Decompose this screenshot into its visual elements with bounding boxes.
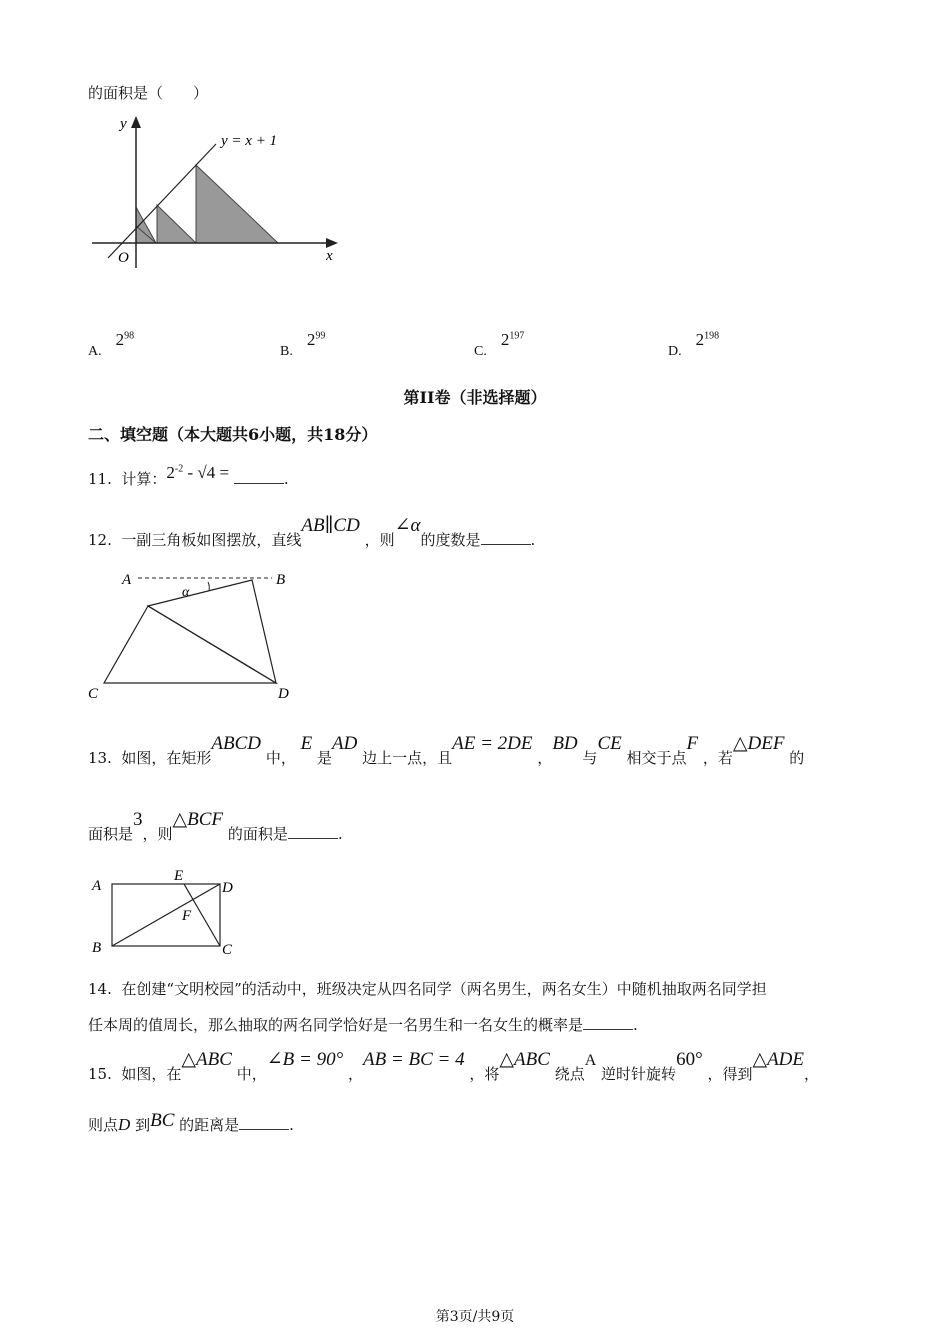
- volume-title: 第II卷（非选择题）: [403, 388, 547, 407]
- q11-answer-blank[interactable]: [234, 469, 284, 484]
- q15-line-2: 则点D 到BC 的距离是 .: [88, 1110, 294, 1134]
- q12-label-d: D: [278, 686, 289, 702]
- page-footer: 第3页/共9页: [435, 1309, 515, 1325]
- q13-line-1: 13. 如图，在矩形ABCD 中， E 是AD 边上一点，且AE = 2DE ，BD 与CE 相交于点F ，若△DEF 的: [88, 733, 805, 767]
- fill-section-title: 二、填空题（本大题共6小题，共18分）: [88, 425, 378, 444]
- q12: 12. 一副三角板如图摆放，直线AB∥CD ，则∠α的度数是 .: [88, 515, 536, 549]
- triangle-2: [104, 606, 276, 683]
- q12-answer-blank[interactable]: [481, 530, 531, 545]
- q14-line-2: 任本周的值周长，那么抽取的两名同学恰好是一名男生和一名女生的概率是 .: [88, 1016, 638, 1034]
- q10-tail-text: 的面积是（ ）: [88, 84, 209, 102]
- q12-label-c: C: [88, 686, 99, 702]
- triangle-1: [148, 580, 276, 683]
- q12-label-a: A: [122, 572, 132, 588]
- q13-label-f: F: [182, 908, 192, 924]
- q13-answer-blank[interactable]: [288, 824, 338, 839]
- graph-y-label: y: [120, 116, 127, 132]
- q12-figure: [86, 566, 306, 706]
- y-axis-arrow-icon: [131, 116, 141, 128]
- graph-x-label: x: [326, 248, 333, 264]
- q10-option-b[interactable]: $B.2^{99}$: [280, 330, 326, 359]
- q12-label-b: B: [276, 572, 286, 588]
- q11: 11. 计算：$2^{-2} - √4$ = .: [88, 463, 289, 488]
- x-axis-arrow-icon: [326, 238, 338, 248]
- q13-label-e: E: [174, 868, 184, 884]
- q14-answer-blank[interactable]: [583, 1015, 633, 1030]
- q10-graph: [88, 108, 348, 268]
- q12-label-alpha: α: [182, 585, 190, 600]
- graph-origin-label: O: [118, 250, 129, 266]
- graph-line-label: y = x + 1: [221, 133, 278, 149]
- q13-label-a: A: [92, 878, 102, 894]
- q10-option-a[interactable]: $A.2^{98}$: [88, 330, 135, 359]
- q10-option-d[interactable]: $D.2^{198}$: [668, 330, 720, 359]
- q10-option-c[interactable]: $C.2^{197}$: [474, 330, 525, 359]
- line-bd: [112, 884, 220, 946]
- q13-line-2: 面积是3，则△BCF 的面积是 .: [88, 809, 343, 843]
- q14-line-1: 14. 在创建“文明校园”的活动中，班级决定从四名同学（两名男生，两名女生）中随机抽取两名同学担: [88, 980, 767, 998]
- q13-label-c: C: [222, 942, 233, 958]
- q15-line-1: 15. 如图，在△ABC 中，∠B = 90° ，AB = BC = 4 ，将△ABC 绕点A 逆时针旋转60° ，得到△ADE，: [88, 1049, 820, 1083]
- q13-label-d: D: [222, 880, 233, 896]
- q10-shaded-triangles: [136, 165, 278, 243]
- q13-figure: [86, 866, 246, 958]
- q13-label-b: B: [92, 940, 102, 956]
- q15-answer-blank[interactable]: [239, 1115, 289, 1130]
